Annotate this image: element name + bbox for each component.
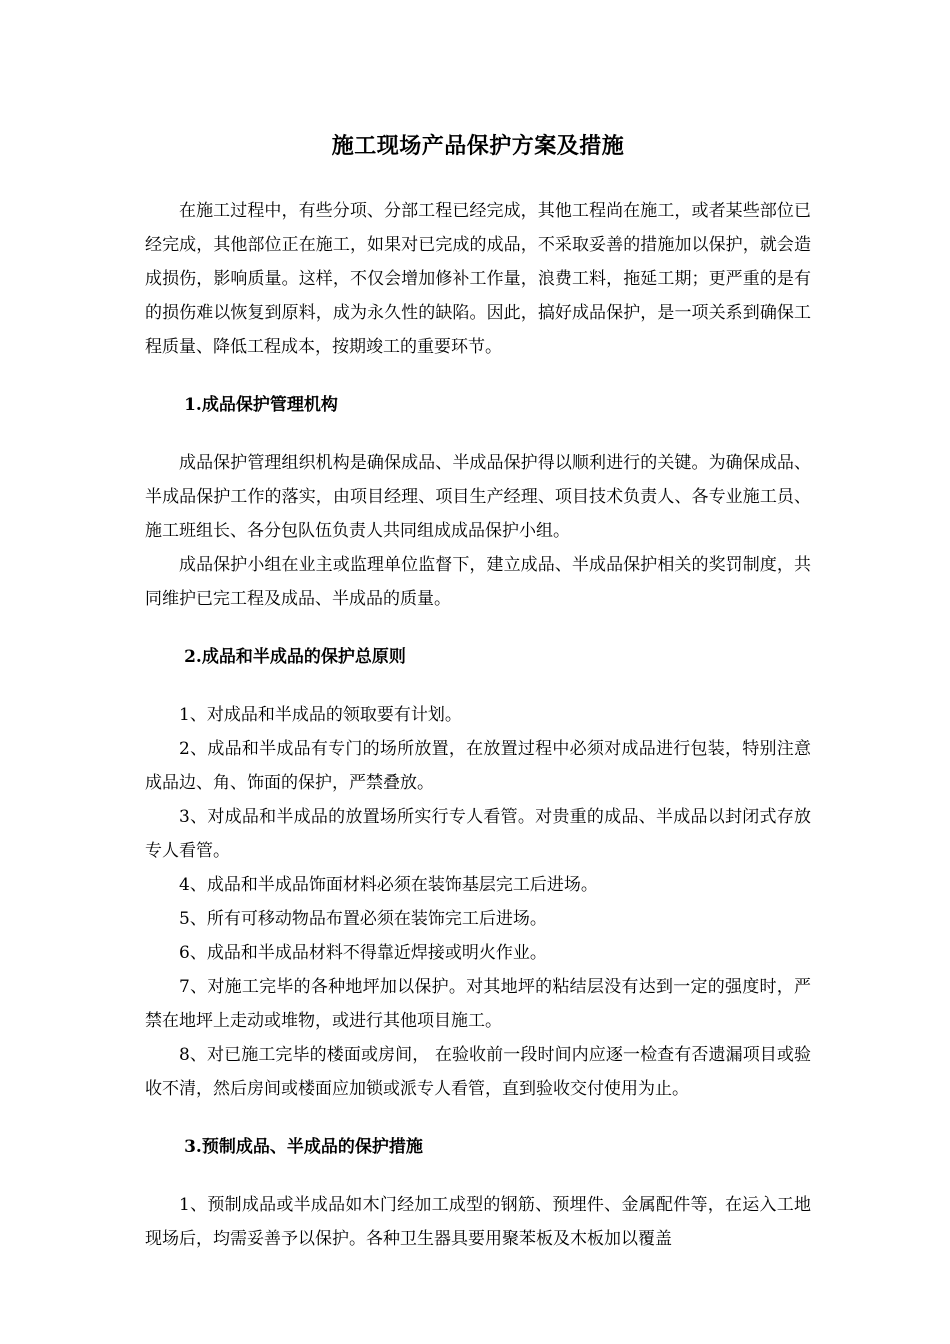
section-heading: 1.成品保护管理机构 — [184, 395, 338, 415]
section-paragraph: 成品保护小组在业主或监理单位监督下，建立成品、半成品保护相关的奖罚制度，共同维护已完工程及成品、半成品的质量。 — [145, 555, 811, 609]
list-item: 8、对已施工完毕的楼面或房间， 在验收前一段时间内应逐一检查有否遗漏项目或验收不清，然后房间或楼面应加锁或派专人看管，直到验收交付使用为止。 — [145, 1045, 811, 1099]
section-heading: 3.预制成品、半成品的保护措施 — [184, 1137, 423, 1157]
document-page — [145, 126, 811, 1256]
list-item: 2、成品和半成品有专门的场所放置，在放置过程中必须对成品进行包装，特别注意成品边、角、饰面的保护，严禁叠放。 — [145, 739, 811, 793]
intro-paragraph: 在施工过程中，有些分项、分部工程已经完成，其他工程尚在施工，或者某些部位已经完成，其他部位正在施工，如果对已完成的成品，不采取妥善的措施加以保护，就会造成损伤，影响质量。这样，不仅会增加修补工作量，浪费工料，拖延工期；更严重的是有的损伤难以恢复到原料，成为永久性的缺陷。因此，搞好成品保护，是一项关系到确保工程质量、降低工程成本，按期竣工的重要环节。 — [145, 201, 811, 357]
section-2 — [145, 640, 811, 1106]
document-title: 施工现场产品保护方案及措施 — [331, 133, 625, 159]
list-item: 1、对成品和半成品的领取要有计划。 — [179, 705, 462, 725]
list-item: 4、成品和半成品饰面材料必须在装饰基层完工后进场。 — [179, 875, 598, 895]
list-item: 7、对施工完毕的各种地坪加以保护。对其地坪的粘结层没有达到一定的强度时，严禁在地坪上走动或堆物，或进行其他项目施工。 — [145, 977, 811, 1031]
section-heading: 2.成品和半成品的保护总原则 — [184, 647, 406, 667]
list-item: 6、成品和半成品材料不得靠近焊接或明火作业。 — [179, 943, 547, 963]
section-3 — [145, 1130, 811, 1256]
list-item: 3、对成品和半成品的放置场所实行专人看管。对贵重的成品、半成品以封闭式存放专人看管。 — [145, 807, 811, 861]
list-item: 5、所有可移动物品布置必须在装饰完工后进场。 — [179, 909, 547, 929]
list-item: 1、预制成品或半成品如木门经加工成型的钢筋、预埋件、金属配件等，在运入工地现场后，均需妥善予以保护。各种卫生器具要用聚苯板及木板加以覆盖 — [145, 1195, 811, 1249]
section-1 — [145, 388, 811, 616]
section-paragraph: 成品保护管理组织机构是确保成品、半成品保护得以顺利进行的关键。为确保成品、半成品保护工作的落实，由项目经理、项目生产经理、项目技术负责人、各专业施工员、施工班组长、各分包队伍负责人共同组成成品保护小组。 — [145, 453, 811, 541]
